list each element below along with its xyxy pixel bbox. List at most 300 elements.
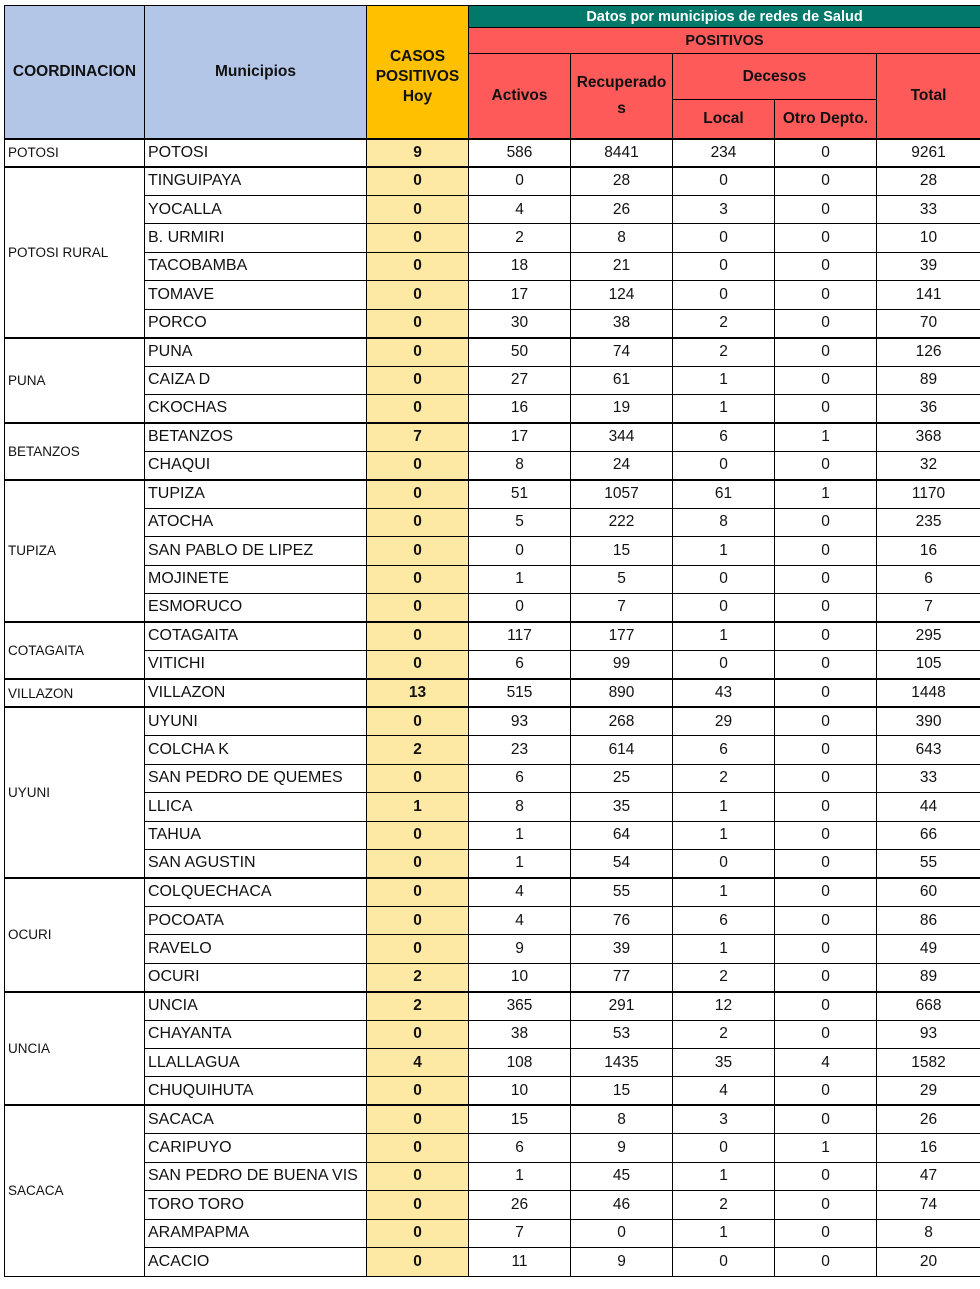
activos-cell: 1 (469, 821, 571, 849)
coordinacion-cell: BETANZOS (5, 423, 145, 480)
total-cell: 1448 (877, 679, 980, 707)
recuperados-cell: 55 (571, 878, 673, 906)
decesos-local-cell: 6 (673, 423, 775, 451)
decesos-local-cell: 2 (673, 1191, 775, 1219)
decesos-otro-cell: 0 (775, 707, 877, 735)
table-row (5, 878, 980, 906)
municipio-cell: PORCO (145, 309, 367, 337)
decesos-local-cell: 35 (673, 1049, 775, 1077)
casos-hoy-cell: 0 (367, 622, 469, 650)
header-decesos: Decesos (673, 54, 877, 100)
activos-cell: 10 (469, 963, 571, 991)
total-cell: 20 (877, 1248, 980, 1276)
municipio-cell: CAIZA D (145, 366, 367, 394)
decesos-otro-cell: 0 (775, 935, 877, 963)
casos-hoy-cell: 0 (367, 565, 469, 593)
total-cell: 7 (877, 594, 980, 622)
activos-cell: 586 (469, 139, 571, 167)
activos-cell: 117 (469, 622, 571, 650)
municipio-cell: COTAGAITA (145, 622, 367, 650)
municipio-cell: VILLAZON (145, 679, 367, 707)
table-row (5, 1077, 980, 1105)
coordinacion-cell: VILLAZON (5, 679, 145, 707)
total-cell: 39 (877, 252, 980, 280)
casos-hoy-cell: 0 (367, 1191, 469, 1219)
decesos-local-cell: 0 (673, 224, 775, 252)
decesos-otro-cell: 0 (775, 281, 877, 309)
table-row (5, 1049, 980, 1077)
recuperados-cell: 35 (571, 793, 673, 821)
casos-hoy-cell: 0 (367, 480, 469, 508)
recuperados-cell: 268 (571, 707, 673, 735)
activos-cell: 16 (469, 394, 571, 422)
coordinacion-cell: POTOSI RURAL (5, 167, 145, 338)
casos-hoy-cell: 9 (367, 139, 469, 167)
activos-cell: 30 (469, 309, 571, 337)
municipio-cell: COLCHA K (145, 736, 367, 764)
activos-cell: 1 (469, 565, 571, 593)
total-cell: 643 (877, 736, 980, 764)
coordinacion-cell: POTOSI (5, 139, 145, 167)
header-top-banner: Datos por municipios de redes de Salud (469, 6, 980, 28)
recuperados-cell: 64 (571, 821, 673, 849)
decesos-otro-cell: 4 (775, 1049, 877, 1077)
casos-hoy-cell: 0 (367, 906, 469, 934)
table-row (5, 963, 980, 991)
municipio-cell: TINGUIPAYA (145, 167, 367, 195)
municipio-cell: CHUQUIHUTA (145, 1077, 367, 1105)
table-row (5, 1162, 980, 1190)
recuperados-cell: 291 (571, 992, 673, 1020)
table-row (5, 707, 980, 735)
municipio-cell: SAN PEDRO DE QUEMES (145, 764, 367, 792)
activos-cell: 27 (469, 366, 571, 394)
table-row (5, 1219, 980, 1247)
table-row (5, 451, 980, 479)
casos-hoy-cell: 0 (367, 195, 469, 223)
recuperados-cell: 21 (571, 252, 673, 280)
table-row (5, 252, 980, 280)
recuperados-cell: 344 (571, 423, 673, 451)
activos-cell: 23 (469, 736, 571, 764)
decesos-otro-cell: 0 (775, 963, 877, 991)
activos-cell: 0 (469, 537, 571, 565)
activos-cell: 8 (469, 451, 571, 479)
total-cell: 28 (877, 167, 980, 195)
table-row (5, 423, 980, 451)
total-cell: 668 (877, 992, 980, 1020)
table-row (5, 537, 980, 565)
total-cell: 29 (877, 1077, 980, 1105)
total-cell: 295 (877, 622, 980, 650)
table-row (5, 650, 980, 678)
header-local: Local (673, 100, 775, 139)
decesos-local-cell: 0 (673, 1134, 775, 1162)
header-positivos: POSITIVOS (469, 28, 980, 54)
table-row (5, 565, 980, 593)
decesos-otro-cell: 0 (775, 764, 877, 792)
decesos-local-cell: 1 (673, 878, 775, 906)
recuperados-cell: 53 (571, 1020, 673, 1048)
decesos-local-cell: 0 (673, 1248, 775, 1276)
decesos-local-cell: 61 (673, 480, 775, 508)
decesos-local-cell: 0 (673, 849, 775, 877)
decesos-otro-cell: 0 (775, 309, 877, 337)
casos-hoy-cell: 0 (367, 594, 469, 622)
table-row (5, 1248, 980, 1276)
recuperados-cell: 124 (571, 281, 673, 309)
decesos-local-cell: 234 (673, 139, 775, 167)
casos-hoy-cell: 0 (367, 508, 469, 536)
decesos-otro-cell: 0 (775, 906, 877, 934)
casos-hoy-cell: 2 (367, 963, 469, 991)
decesos-otro-cell: 1 (775, 423, 877, 451)
decesos-otro-cell: 0 (775, 622, 877, 650)
decesos-otro-cell: 0 (775, 878, 877, 906)
decesos-local-cell: 8 (673, 508, 775, 536)
header-casos-hoy: CASOS POSITIVOS Hoy (367, 6, 469, 139)
municipio-cell: VITICHI (145, 650, 367, 678)
recuperados-cell: 39 (571, 935, 673, 963)
decesos-local-cell: 43 (673, 679, 775, 707)
coordinacion-cell: UNCIA (5, 992, 145, 1106)
decesos-otro-cell: 0 (775, 195, 877, 223)
header-otro-depto: Otro Depto. (775, 100, 877, 139)
decesos-otro-cell: 0 (775, 338, 877, 366)
casos-hoy-cell: 0 (367, 451, 469, 479)
recuperados-cell: 9 (571, 1248, 673, 1276)
activos-cell: 17 (469, 423, 571, 451)
activos-cell: 50 (469, 338, 571, 366)
municipio-cell: UNCIA (145, 992, 367, 1020)
municipio-cell: B. URMIRI (145, 224, 367, 252)
table-row (5, 281, 980, 309)
table-row (5, 849, 980, 877)
table-row (5, 679, 980, 707)
municipio-cell: ACACIO (145, 1248, 367, 1276)
decesos-otro-cell: 0 (775, 1219, 877, 1247)
municipio-cell: SAN PEDRO DE BUENA VIS (145, 1162, 367, 1190)
decesos-otro-cell: 0 (775, 1105, 877, 1133)
activos-cell: 0 (469, 167, 571, 195)
table-row (5, 594, 980, 622)
total-cell: 33 (877, 195, 980, 223)
decesos-local-cell: 6 (673, 736, 775, 764)
activos-cell: 4 (469, 906, 571, 934)
municipio-cell: CHAQUI (145, 451, 367, 479)
activos-cell: 7 (469, 1219, 571, 1247)
table-row (5, 480, 980, 508)
total-cell: 66 (877, 821, 980, 849)
recuperados-cell: 61 (571, 366, 673, 394)
recuperados-cell: 24 (571, 451, 673, 479)
decesos-local-cell: 1 (673, 366, 775, 394)
decesos-local-cell: 2 (673, 1020, 775, 1048)
activos-cell: 93 (469, 707, 571, 735)
recuperados-cell: 46 (571, 1191, 673, 1219)
decesos-local-cell: 2 (673, 309, 775, 337)
decesos-otro-cell: 0 (775, 508, 877, 536)
total-cell: 390 (877, 707, 980, 735)
decesos-otro-cell: 0 (775, 736, 877, 764)
total-cell: 368 (877, 423, 980, 451)
coordinacion-cell: UYUNI (5, 707, 145, 878)
recuperados-cell: 45 (571, 1162, 673, 1190)
recuperados-cell: 614 (571, 736, 673, 764)
recuperados-cell: 28 (571, 167, 673, 195)
decesos-otro-cell: 0 (775, 565, 877, 593)
recuperados-cell: 5 (571, 565, 673, 593)
casos-hoy-cell: 0 (367, 224, 469, 252)
municipio-cell: TAHUA (145, 821, 367, 849)
total-cell: 141 (877, 281, 980, 309)
decesos-local-cell: 1 (673, 935, 775, 963)
table-row (5, 366, 980, 394)
casos-hoy-cell: 0 (367, 878, 469, 906)
table-row (5, 821, 980, 849)
decesos-local-cell: 1 (673, 537, 775, 565)
activos-cell: 8 (469, 793, 571, 821)
municipio-cell: PUNA (145, 338, 367, 366)
recuperados-cell: 15 (571, 1077, 673, 1105)
decesos-otro-cell: 0 (775, 394, 877, 422)
table-row (5, 309, 980, 337)
decesos-local-cell: 0 (673, 650, 775, 678)
total-cell: 33 (877, 764, 980, 792)
table-row (5, 622, 980, 650)
municipio-cell: COLQUECHACA (145, 878, 367, 906)
casos-hoy-cell: 0 (367, 1162, 469, 1190)
municipio-cell: YOCALLA (145, 195, 367, 223)
casos-hoy-cell: 0 (367, 252, 469, 280)
recuperados-cell: 177 (571, 622, 673, 650)
total-cell: 89 (877, 963, 980, 991)
recuperados-cell: 19 (571, 394, 673, 422)
municipio-cell: CARIPUYO (145, 1134, 367, 1162)
coordinacion-cell: OCURI (5, 878, 145, 992)
data-table (4, 5, 980, 1277)
municipio-cell: ARAMPAPMA (145, 1219, 367, 1247)
decesos-local-cell: 1 (673, 793, 775, 821)
recuperados-cell: 890 (571, 679, 673, 707)
decesos-local-cell: 29 (673, 707, 775, 735)
decesos-local-cell: 3 (673, 1105, 775, 1133)
total-cell: 44 (877, 793, 980, 821)
decesos-otro-cell: 0 (775, 1248, 877, 1276)
recuperados-cell: 54 (571, 849, 673, 877)
total-cell: 32 (877, 451, 980, 479)
decesos-local-cell: 0 (673, 565, 775, 593)
recuperados-cell: 74 (571, 338, 673, 366)
recuperados-cell: 26 (571, 195, 673, 223)
total-cell: 6 (877, 565, 980, 593)
recuperados-cell: 8441 (571, 139, 673, 167)
casos-hoy-cell: 0 (367, 366, 469, 394)
total-cell: 55 (877, 849, 980, 877)
decesos-otro-cell: 0 (775, 252, 877, 280)
municipio-cell: SAN PABLO DE LIPEZ (145, 537, 367, 565)
decesos-local-cell: 6 (673, 906, 775, 934)
activos-cell: 4 (469, 878, 571, 906)
decesos-otro-cell: 1 (775, 480, 877, 508)
header-recuperados: Recuperado s (571, 54, 673, 139)
activos-cell: 1 (469, 1162, 571, 1190)
total-cell: 10 (877, 224, 980, 252)
recuperados-cell: 9 (571, 1134, 673, 1162)
casos-hoy-cell: 0 (367, 281, 469, 309)
municipio-cell: TACOBAMBA (145, 252, 367, 280)
decesos-otro-cell: 0 (775, 537, 877, 565)
table-row (5, 764, 980, 792)
table-row (5, 195, 980, 223)
municipio-cell: BETANZOS (145, 423, 367, 451)
total-cell: 70 (877, 309, 980, 337)
table-row (5, 906, 980, 934)
table-row (5, 508, 980, 536)
casos-hoy-cell: 0 (367, 849, 469, 877)
casos-hoy-cell: 0 (367, 1219, 469, 1247)
header-activos: Activos (469, 54, 571, 139)
header-coordinacion: COORDINACION (5, 6, 145, 139)
recuperados-cell: 0 (571, 1219, 673, 1247)
total-cell: 47 (877, 1162, 980, 1190)
municipio-cell: TUPIZA (145, 480, 367, 508)
total-cell: 26 (877, 1105, 980, 1133)
recuperados-cell: 222 (571, 508, 673, 536)
table-row (5, 394, 980, 422)
table-row (5, 139, 980, 167)
total-cell: 16 (877, 537, 980, 565)
table-row (5, 224, 980, 252)
activos-cell: 38 (469, 1020, 571, 1048)
activos-cell: 15 (469, 1105, 571, 1133)
casos-hoy-cell: 0 (367, 650, 469, 678)
table-row (5, 1134, 980, 1162)
total-cell: 235 (877, 508, 980, 536)
municipio-cell: MOJINETE (145, 565, 367, 593)
total-cell: 126 (877, 338, 980, 366)
casos-hoy-cell: 0 (367, 1077, 469, 1105)
municipio-cell: CKOCHAS (145, 394, 367, 422)
municipio-cell: LLALLAGUA (145, 1049, 367, 1077)
decesos-local-cell: 3 (673, 195, 775, 223)
decesos-otro-cell: 0 (775, 992, 877, 1020)
decesos-local-cell: 0 (673, 252, 775, 280)
casos-hoy-cell: 0 (367, 338, 469, 366)
total-cell: 9261 (877, 139, 980, 167)
header-total: Total (877, 54, 980, 139)
municipio-cell: POTOSI (145, 139, 367, 167)
decesos-otro-cell: 0 (775, 167, 877, 195)
municipio-cell: ATOCHA (145, 508, 367, 536)
recuperados-cell: 1435 (571, 1049, 673, 1077)
casos-hoy-cell: 0 (367, 1248, 469, 1276)
casos-hoy-cell: 0 (367, 167, 469, 195)
decesos-local-cell: 0 (673, 451, 775, 479)
casos-hoy-cell: 4 (367, 1049, 469, 1077)
decesos-local-cell: 2 (673, 764, 775, 792)
casos-hoy-cell: 0 (367, 394, 469, 422)
activos-cell: 11 (469, 1248, 571, 1276)
decesos-local-cell: 2 (673, 338, 775, 366)
casos-hoy-cell: 0 (367, 1020, 469, 1048)
casos-hoy-cell: 2 (367, 736, 469, 764)
total-cell: 16 (877, 1134, 980, 1162)
activos-cell: 18 (469, 252, 571, 280)
casos-hoy-cell: 13 (367, 679, 469, 707)
decesos-local-cell: 0 (673, 281, 775, 309)
activos-cell: 2 (469, 224, 571, 252)
decesos-otro-cell: 0 (775, 224, 877, 252)
total-cell: 1582 (877, 1049, 980, 1077)
decesos-local-cell: 2 (673, 963, 775, 991)
activos-cell: 4 (469, 195, 571, 223)
recuperados-cell: 77 (571, 963, 673, 991)
recuperados-cell: 8 (571, 224, 673, 252)
decesos-otro-cell: 0 (775, 594, 877, 622)
casos-hoy-cell: 0 (367, 821, 469, 849)
municipio-cell: RAVELO (145, 935, 367, 963)
casos-hoy-cell: 7 (367, 423, 469, 451)
decesos-otro-cell: 0 (775, 821, 877, 849)
decesos-otro-cell: 0 (775, 366, 877, 394)
municipio-cell: TOMAVE (145, 281, 367, 309)
decesos-local-cell: 12 (673, 992, 775, 1020)
casos-hoy-cell: 0 (367, 935, 469, 963)
activos-cell: 0 (469, 594, 571, 622)
total-cell: 105 (877, 650, 980, 678)
coordinacion-cell: TUPIZA (5, 480, 145, 622)
recuperados-cell: 25 (571, 764, 673, 792)
decesos-local-cell: 1 (673, 1219, 775, 1247)
activos-cell: 1 (469, 849, 571, 877)
table-row (5, 1191, 980, 1219)
municipio-cell: CHAYANTA (145, 1020, 367, 1048)
total-cell: 36 (877, 394, 980, 422)
municipio-cell: OCURI (145, 963, 367, 991)
casos-hoy-cell: 0 (367, 309, 469, 337)
municipio-cell: SAN AGUSTIN (145, 849, 367, 877)
coordinacion-cell: COTAGAITA (5, 622, 145, 679)
activos-cell: 6 (469, 1134, 571, 1162)
recuperados-cell: 99 (571, 650, 673, 678)
total-cell: 89 (877, 366, 980, 394)
header-municipios: Municipios (145, 6, 367, 139)
casos-hoy-cell: 0 (367, 1134, 469, 1162)
decesos-otro-cell: 0 (775, 139, 877, 167)
recuperados-cell: 15 (571, 537, 673, 565)
decesos-otro-cell: 0 (775, 1020, 877, 1048)
decesos-otro-cell: 0 (775, 793, 877, 821)
activos-cell: 51 (469, 480, 571, 508)
municipio-cell: ESMORUCO (145, 594, 367, 622)
municipio-cell: LLICA (145, 793, 367, 821)
decesos-local-cell: 1 (673, 821, 775, 849)
table-row (5, 935, 980, 963)
table-row (5, 1105, 980, 1133)
activos-cell: 365 (469, 992, 571, 1020)
casos-hoy-cell: 0 (367, 537, 469, 565)
activos-cell: 515 (469, 679, 571, 707)
decesos-local-cell: 1 (673, 394, 775, 422)
total-cell: 74 (877, 1191, 980, 1219)
decesos-otro-cell: 0 (775, 650, 877, 678)
recuperados-cell: 76 (571, 906, 673, 934)
recuperados-cell: 8 (571, 1105, 673, 1133)
casos-hoy-cell: 0 (367, 764, 469, 792)
municipio-cell: UYUNI (145, 707, 367, 735)
activos-cell: 6 (469, 650, 571, 678)
